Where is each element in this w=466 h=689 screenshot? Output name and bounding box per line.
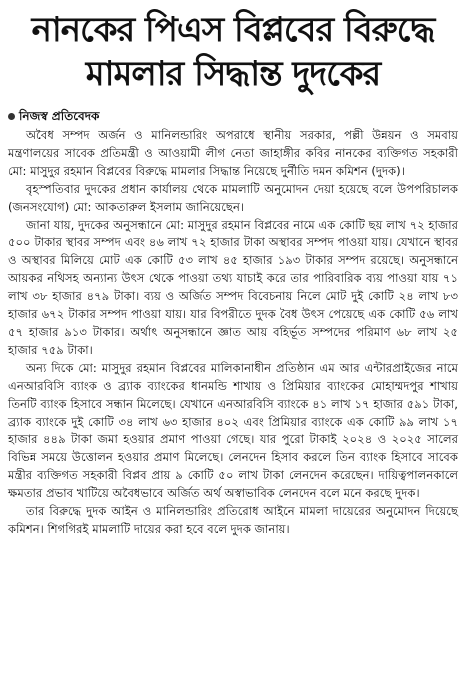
headline-line-1: নানকের পিএস বিপ্লবের বিরুদ্ধে [31, 10, 435, 50]
paragraph-3: জানা যায়, দুদকের অনুসন্ধানে মো: মাসুদুর রহমান বিপ্লবের নামে এক কোটি ছয় লাখ ৭২ হাজার ৫০০ টাকার স্থাবর সম্পদ এবং ৪৬ লাখ ৭২ হাজার টাকা অস্থাবর সম্পদ পাওয়া যায়। যেখানে স্থাবর ও অস্থাবর মিলিয়ে মোট এক কোটি ৫৩ লাখ ৪৫ হাজার ১৯৩ টাকার সম্পদ রয়েছে। অনুসন্ধানে আয়কর নথিসহ অন্যান্য উৎস থেকে পাওয়া তথ্য যাচাই করে তার পারিবারিক ব্যয় পাওয়া যায় ৭১ লাখ ৩৮ হাজার ৪৭৯ টাকা। ব্যয় ও অর্জিত সম্পদ বিবেচনায় নিলে মোট দুই কোটি ২৪ লাখ ৮৩ হাজার ৬৭২ টাকার সম্পদ পাওয়া যায়। যার বিপরীতে দুদক বৈধ উৎস পেয়েছে এক কোটি ৫৬ লাখ ৫৭ হাজার ৯১৩ টাকার। অর্থাৎ অনুসন্ধানে জ্ঞাত আয় বহির্ভূত সম্পদের পরিমাণ ৬৮ লাখ ২৫ হাজার ৭৫৯ টাকা। [8, 217, 458, 357]
byline-text: নিজস্ব প্রতিবেদক [19, 109, 100, 123]
headline-line-2: মামলার সিদ্ধান্ত দুদকের [85, 54, 381, 94]
headline [8, 8, 458, 96]
paragraph-1: অবৈধ সম্পদ অর্জন ও মানিলন্ডারিং অপরাধে স্থানীয় সরকার, পল্লী উন্নয়ন ও সমবায় মন্ত্রণালয়ের সাবেক প্রতিমন্ত্রী ও আওয়ামী লীগ নেতা জাহাঙ্গীর কবির নানকের ব্যক্তিগত সহকারী মো: মাসুদুর রহমান বিপ্লবের বিরুদ্ধে মামলার সিদ্ধান্ত নিয়েছে দুর্নীতি দমন কমিশন (দুদক)। [8, 128, 458, 178]
byline [8, 108, 458, 125]
paragraph-2: বৃহস্পতিবার দুদকের প্রধান কার্যালয় থেকে মামলাটি অনুমোদন দেয়া হয়েছে বলে উপপরিচালক (জনসংযোগ) মো: আকতারুল ইসলাম জানিয়েছেন। [8, 181, 458, 214]
paragraph-5: তার বিরুদ্ধে দুদক আইন ও মানিলন্ডারিং প্রতিরোধ আইনে মামলা দায়েরের অনুমোদন দিয়েছে কমিশন। শিগগিরই মামলাটি দায়ের করা হবে বলে দুদক জানায়। [8, 504, 458, 536]
bullet-icon [8, 113, 15, 120]
paragraph-4: অন্য দিকে মো: মাসুদুর রহমান বিপ্লবের মালিকানাধীন প্রতিষ্ঠান এম আর এন্টারপ্রাইজের নামে এনআরবিসি ব্যাংক ও ব্র্যাক ব্যাংকের ধানমন্ডি শাখায় ও প্রিমিয়ার ব্যাংকের মোহাম্মদপুর শাখায় তিনটি ব্যাংক হিসাবে সন্ধান মিলেছে। যেখানে এনআরবিসি ব্যাংকে ৪১ লাখ ১৭ হাজার ৫৯১ টাকা, ব্র্যাক ব্যাংকে দুই কোটি ৩৪ লাখ ৬৩ হাজার ৪০২ এবং প্রিমিয়ার ব্যাংকে এক কোটি ৯৯ লাখ ১৭ হাজার ৪৪৯ টাকা জমা হওয়ার প্রমাণ পাওয়া গেছে। যার পুরো টাকাই ২০২৪ ও ২০২৫ সালের বিভিন্ন সময়ে উত্তোলন হওয়ার প্রমাণ মিলেছে। লেনদেন হিসাব করলে তিন ব্যাংক হিসাবে সাবেক মন্ত্রীর ব্যক্তিগত সহকারী বিপ্লব প্রায় ৯ কোটি ৫০ লাখ টাকা লেনদেন করেছেন। দায়িত্বপালনকালে ক্ষমতার প্রভাব খাটিয়ে অবৈধভাবে অর্জিত অর্থ অস্বাভাবিক লেনদেন বলে মনে করছে দুদক। [8, 360, 458, 501]
article-body [8, 127, 458, 539]
